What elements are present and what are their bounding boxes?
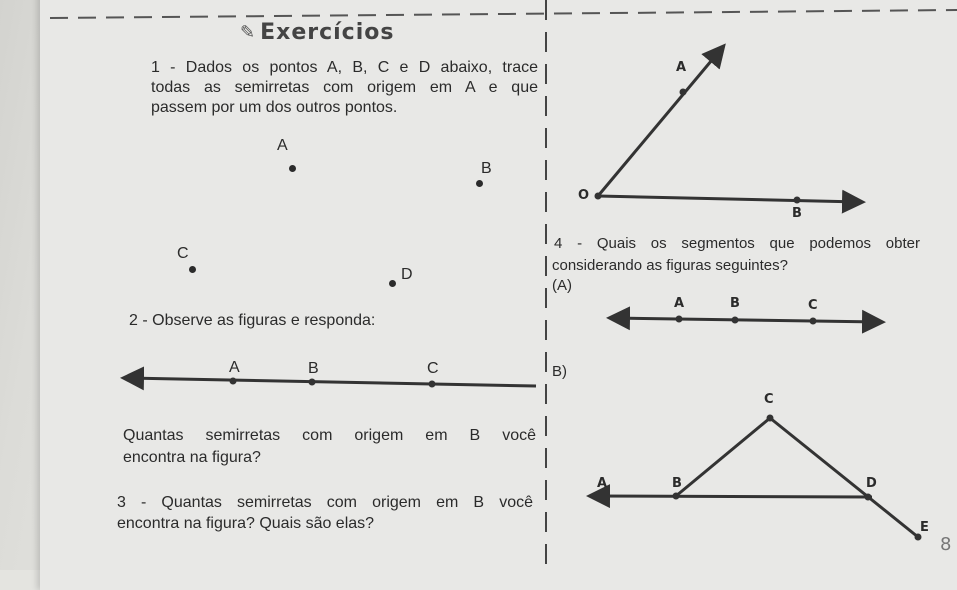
q2-point-a	[230, 378, 237, 385]
q2-question-line1: Quantas semirretas com origem em B você	[123, 427, 536, 444]
q3-line1: 3 - Quantas semirretas com origem em B você	[117, 494, 533, 511]
angle-ray-ob	[598, 196, 860, 202]
q4b-segment-ce	[770, 418, 918, 537]
angle-ray-oa	[598, 48, 722, 196]
q4a-point-c	[810, 318, 817, 325]
angle-label-o: O	[578, 188, 590, 203]
q2-label-c: C	[427, 360, 439, 377]
q4a-label-b: B	[730, 296, 740, 311]
q1-line1: 1 - Dados os pontos A, B, C e D abaixo, trace	[151, 59, 538, 76]
q4b-label-a: A	[597, 476, 608, 491]
title-text: Exercícios	[260, 20, 395, 45]
q4b-segment-bc	[676, 418, 770, 496]
q4-part-a: (A)	[552, 277, 572, 294]
q4b-segment-ab-d	[592, 496, 872, 497]
q4a-point-a	[676, 316, 683, 323]
q2-label-a: A	[229, 359, 240, 376]
q2-point-b	[309, 379, 316, 386]
q4-part-b: B)	[552, 363, 567, 380]
angle-label-b: B	[792, 206, 802, 221]
angle-point-a	[680, 89, 687, 96]
point-c-label: C	[177, 245, 189, 262]
q4a-label-c: C	[808, 298, 818, 313]
q4b-point-d	[865, 494, 872, 501]
q4-line1: 4 - Quais os segmentos que podemos obter	[554, 235, 920, 252]
margin-mark: 8	[940, 534, 952, 555]
angle-point-o	[595, 193, 602, 200]
q4b-point-c	[767, 415, 774, 422]
q4b-label-c: C	[764, 392, 774, 407]
angle-point-b	[794, 197, 801, 204]
point-d-label: D	[401, 266, 413, 283]
q4a-point-b	[732, 317, 739, 324]
q2-point-c	[429, 381, 436, 388]
q4b-label-e: E	[920, 520, 929, 535]
pencil-icon: ✎	[240, 22, 257, 43]
q3-line2: encontra na figura? Quais são elas?	[117, 515, 375, 532]
q1-line3: passem por um dos outros pontos.	[151, 99, 398, 116]
q4b-label-d: D	[866, 476, 877, 491]
q4-line2: considerando as figuras seguintes?	[552, 257, 788, 274]
q4b-label-b: B	[672, 476, 682, 491]
q4a-label-a: A	[674, 296, 685, 311]
q1-line2: todas as semirretas com origem em A e que	[151, 79, 538, 96]
angle-label-a: A	[676, 60, 687, 75]
q2-line	[126, 378, 536, 386]
q2-heading: 2 - Observe as figuras e responda:	[129, 312, 376, 329]
point-b-label: B	[481, 160, 492, 177]
q2-label-b: B	[308, 360, 319, 377]
q4b-point-b	[673, 493, 680, 500]
point-a-label: A	[277, 137, 288, 154]
q2-question-line2: encontra na figura?	[123, 449, 261, 466]
q4a-line	[612, 318, 880, 322]
